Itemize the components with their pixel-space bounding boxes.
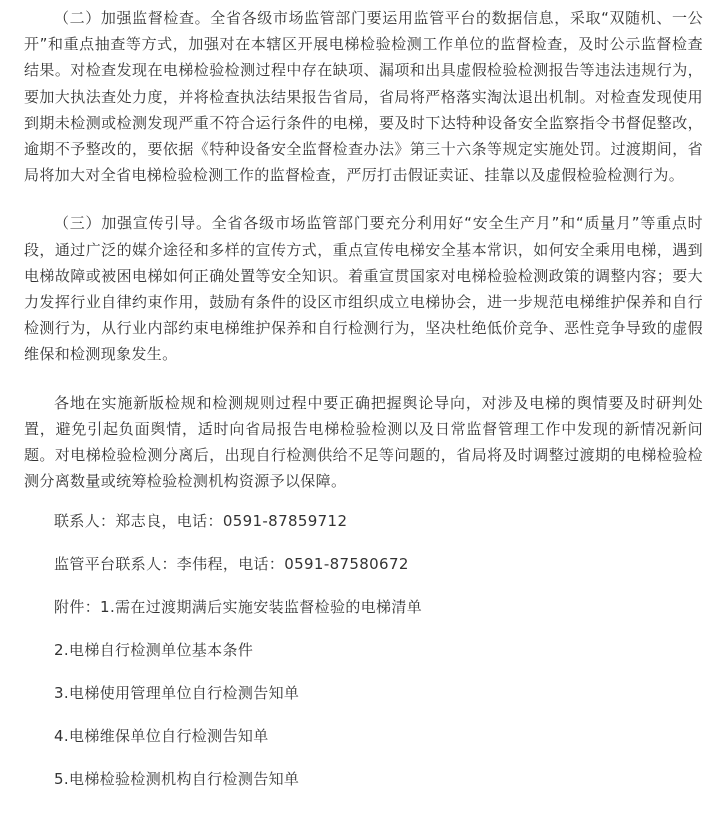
- attachment-4: 4.电梯维保单位自行检测告知单: [54, 727, 269, 746]
- paragraph-supervision: （二）加强监督检查。全省各级市场监管部门要运用监管平台的数据信息，采取“双随机、一公开”和重点抽查等方式，加强对在本辖区开展电梯检验检测工作单位的监督检查，及时公示监督检查结果。对检查发现在电梯检验检测过程中存在缺项、漏项和出具虚假检验检测报告等违法违规行为，要加大执法查处力度，并将检查执法结果报告省局，省局将严格落实淘汰退出机制。对检查发现使用到期未检测或检测发现严重不符合运行条件的电梯，要及时下达特种设备安全监察指令书督促整改，逾期不予整改的，要依据《特种设备安全监督检查办法》第三十六条等规定实施处罚。过渡期间，省局将加大对全省电梯检验检测工作的监督检查，严厉打击假证卖证、挂靠以及虚假检验检测行为。: [24, 9, 703, 185]
- attachment-5: 5.电梯检验检测机构自行检测告知单: [54, 770, 300, 789]
- attachment-2: 2.电梯自行检测单位基本条件: [54, 641, 254, 660]
- attachment-3: 3.电梯使用管理单位自行检测告知单: [54, 684, 300, 703]
- attachment-1: 附件：1.需在过渡期满后实施安装监督检验的电梯清单: [54, 598, 423, 617]
- paragraph-public-opinion: 各地在实施新版检规和检测规则过程中要正确把握舆论导向，对涉及电梯的舆情要及时研判处置，避免引起负面舆情，适时向省局报告电梯检验检测以及日常监督管理工作中发现的新情况新问题。对电梯检验检测分离后，出现自行检测供给不足等问题的，省局将及时调整过渡期的电梯检验检测分离数量或统筹检验检测机构资源予以保障。: [24, 393, 703, 491]
- paragraph-publicity: （三）加强宣传引导。全省各级市场监管部门要充分利用好“安全生产月”和“质量月”等重点时段，通过广泛的媒介途径和多样的宣传方式，重点宣传电梯安全基本常识，如何安全乘用电梯，遇到电梯故障或被困电梯如何正确处置等安全知识。着重宣贯国家对电梯检验检测政策的调整内容；要大力发挥行业自律约束作用，鼓励有条件的设区市组织成立电梯协会，进一步规范电梯维护保养和自行检测行为，从行业内部约束电梯维护保养和自行检测行为，坚决杜绝低价竞争、恶性竞争导致的虚假维保和检测现象发生。: [24, 214, 703, 364]
- platform-contact-person: 监管平台联系人：李伟程，电话：0591-87580672: [54, 555, 409, 574]
- contact-person: 联系人：郑志良，电话：0591-87859712: [54, 512, 348, 531]
